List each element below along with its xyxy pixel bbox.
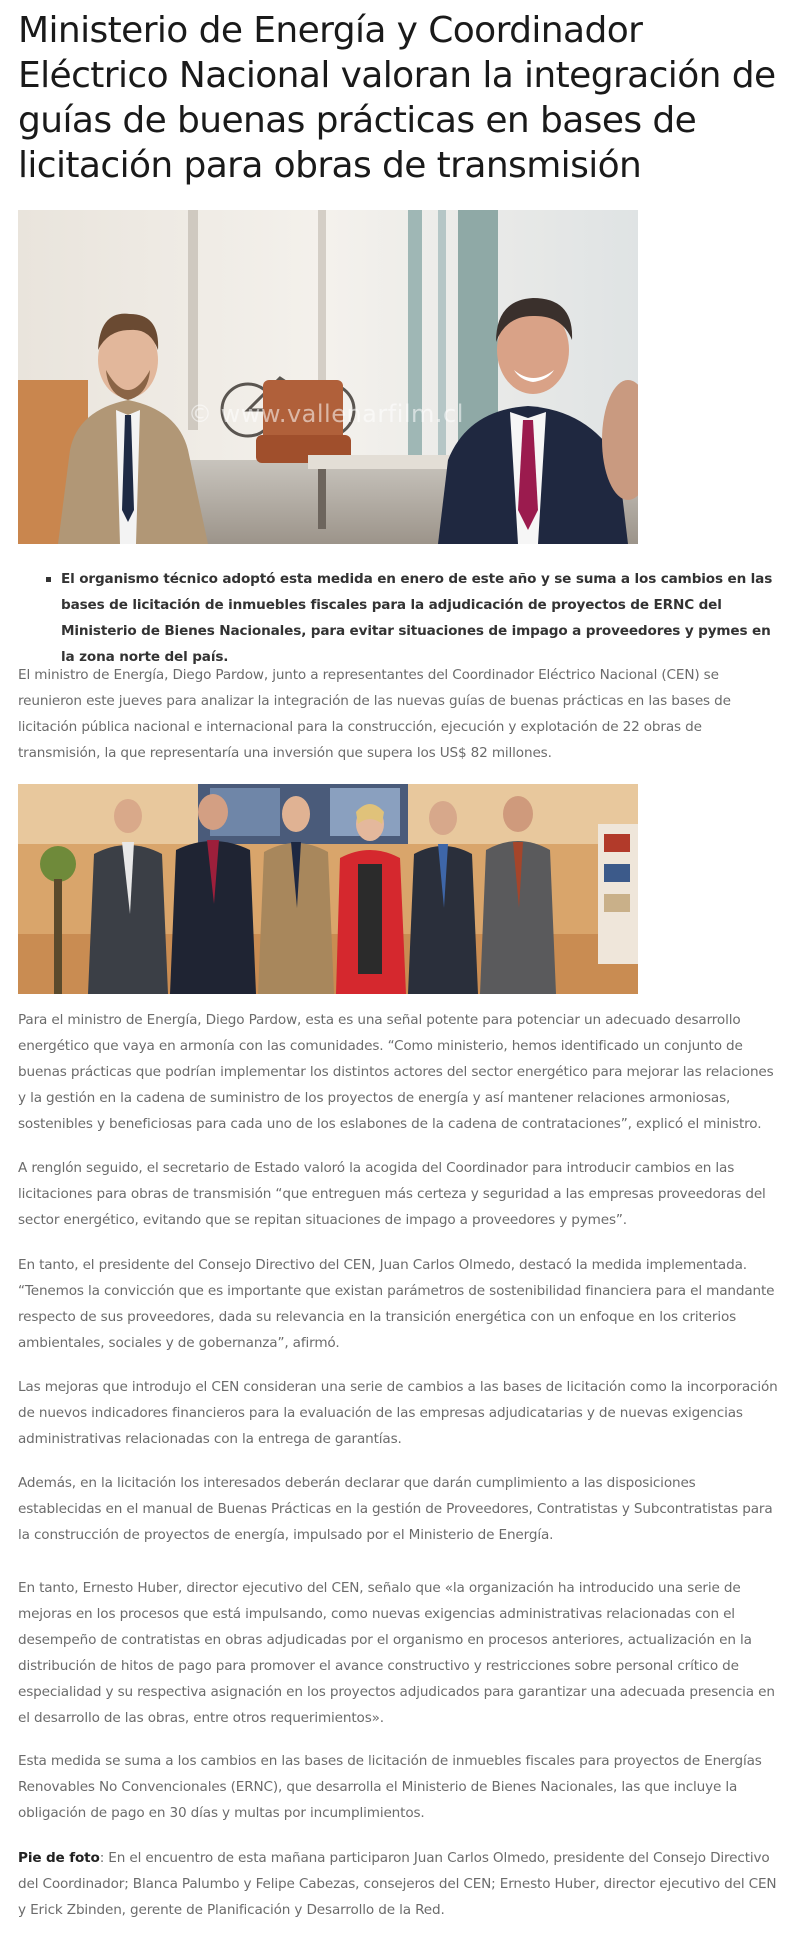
highlight-text: El organismo técnico adoptó esta medida en enero de este año y se suma a los cambios en las bases de licitación de inmuebles fiscales para la adjudicación de proyectos de ERNC del Ministerio de Bienes Nacionales, para evitar situaciones de impago a proveedores y pymes en la zona norte del país. [61, 571, 773, 665]
paragraph-4: En tanto, el presidente del Consejo Directivo del CEN, Juan Carlos Olmedo, destacó la medida implementada. “Tenemos la convicción que es importante que existan parámetros de sostenibilidad financiera para el mandante respecto de sus proveedores, dada su relevancia en la transición energética con un enfoque en los criterios ambientales, sociales y de gobernanza”, afirmó. [18, 1257, 775, 1351]
caption-text: : En el encuentro de esta mañana participaron Juan Carlos Olmedo, presidente del Consejo Directivo del Coordinador; Blanca Palumbo y Felipe Cabezas, consejeros del CEN; Ernesto Huber, director ejecutivo del CEN y Erick Zbinden, gerente de Planificación y Desarrollo de la Red. [18, 1850, 777, 1918]
paragraph-6: Además, en la licitación los interesados deberán declarar que darán cumplimiento a las disposiciones establecidas en el manual de Buenas Prácticas en la gestión de Proveedores, Contratistas y Subcontratistas para la construcción de proyectos de energía, impulsado por el Ministerio de Energía. [18, 1475, 773, 1543]
caption-label: Pie de foto [18, 1850, 100, 1866]
paragraph-3: A renglón seguido, el secretario de Estado valoró la acogida del Coordinador para introducir cambios en las licitaciones para obras de transmisión “que entreguen más certeza y seguridad a las empresas proveedoras del sector energético, evitando que se repitan situaciones de impago a proveedores y pymes”. [18, 1160, 766, 1228]
photo-caption [18, 1845, 780, 1923]
paragraph-5: Las mejoras que introdujo el CEN consideran una serie de cambios a las bases de licitación como la incorporación de nuevos indicadores financieros para la evaluación de las empresas adjudicatarias y de nuevas exigencias administrativas relacionadas con la entrega de garantías. [18, 1379, 778, 1447]
photo-watermark: © www.vallenarfilm.cl [188, 400, 464, 428]
article-title: Ministerio de Energía y Coordinador Eléctrico Nacional valoran la integración de guías de buenas prácticas en bases de licitación para obras de transmisión [18, 10, 776, 186]
photo-group-illustration [18, 784, 638, 994]
article-photo-meeting [18, 210, 638, 544]
paragraph-1: El ministro de Energía, Diego Pardow, junto a representantes del Coordinador Eléctrico Nacional (CEN) se reunieron este jueves para analizar la integración de las nuevas guías de buenas prácticas en las bases de licitación pública nacional e internacional para la construcción, ejecución y explotación de 22 obras de transmisión, la que representaría una inversión que supera los US$ 82 millones. [18, 667, 731, 761]
bullet-icon [46, 577, 51, 582]
paragraph-8: Esta medida se suma a los cambios en las bases de licitación de inmuebles fiscales para proyectos de Energías Renovables No Convencionales (ERNC), que desarrolla el Ministerio de Bienes Nacionales, las que incluye la obligación de pago en 30 días y multas por incumplimientos. [18, 1753, 762, 1821]
paragraph-7: En tanto, Ernesto Huber, director ejecutivo del CEN, señalo que «la organización ha introducido una serie de mejoras en los procesos que está impulsando, como nuevas exigencias administrativas relacionadas con el desempeño de contratistas en obras adjudicadas por el organismo en procesos anteriores, actualización en la distribución de hitos de pago para promover el avance constructivo y restricciones sobre personal crítico de especialidad y su respectiva asignación en los proyectos adjudicados para garantizar una adecuada presencia en el desarrollo de las obras, entre otros requerimientos». [18, 1580, 775, 1726]
paragraph-2: Para el ministro de Energía, Diego Pardow, esta es una señal potente para potenciar un adecuado desarrollo energético que vaya en armonía con las comunidades. “Como ministerio, hemos identificado un conjunto de buenas prácticas que podrían implementar los distintos actores del sector energético para mejorar las relaciones y la gestión en la cadena de suministro de los proyectos de energía y así mantener relaciones armoniosas, sostenibles y beneficiosas para cada uno de los eslabones de la cadena de contrataciones”, explicó el ministro. [18, 1012, 774, 1132]
article-photo-group [18, 784, 638, 994]
highlight-item [18, 566, 778, 670]
photo-meeting-illustration [18, 210, 638, 544]
highlight-list [18, 566, 778, 670]
